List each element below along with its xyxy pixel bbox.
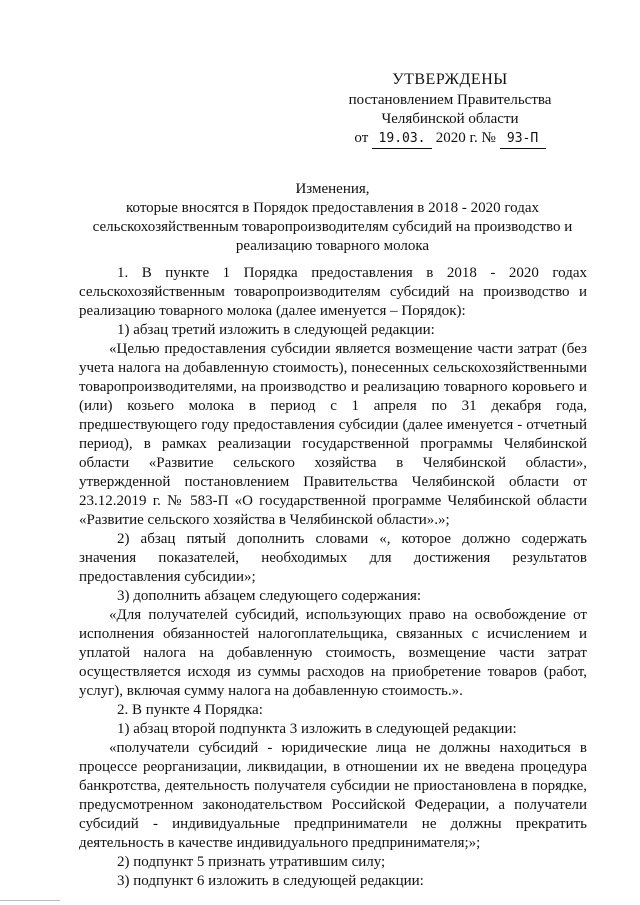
heading-line-1: Изменения,: [295, 181, 370, 197]
paragraph: 3) дополнить абзацем следующего содержания:: [117, 588, 422, 604]
document-body: [79, 264, 587, 891]
paragraph: 2) подпункт 5 признать утратившим силу;: [117, 854, 386, 870]
paragraph: 2. В пункте 4 Порядка:: [117, 702, 263, 718]
footer-rule: [0, 900, 60, 901]
paragraph: «получатели субсидий - юридические лица не должны находиться в процессе реорганизации, ликвидации, в отношении их не введена процедура банкротства, деятельность получателя субсидии не приостановлена в порядке, предусмотренном законодательством Российской Федерации, а получатели субсидий - индивидуальные предприниматели не должны прекратить деятельность в качестве индивидуального предпринимателя;»;: [79, 740, 587, 851]
approval-year: 2020 г. №: [435, 130, 496, 146]
approval-date: 19.03.: [372, 129, 432, 149]
approval-line-1: постановлением Правительства: [348, 92, 552, 108]
paragraph: 1. В пункте 1 Порядка предоставления в 2018 - 2020 годах сельскохозяйственным товаропроизводителям субсидий на производство и реализацию товарного молока (далее именуется – Порядок):: [79, 265, 587, 319]
document-heading: [80, 180, 585, 256]
heading-line-2: которые вносятся в Порядок предоставления в 2018 - 2020 годах: [126, 200, 539, 216]
paragraph: 1) абзац второй подпункта 3 изложить в следующей редакции:: [117, 721, 517, 737]
paragraph: «Целью предоставления субсидии является возмещение части затрат (без учета налога на добавленную стоимость), понесенных сельскохозяйственными товаропроизводителями, на производство и реализацию товарного коровьего и (или) козьего молока в период с 1 апреля по 31 декабря года, предшествующего году предоставления субсидии (далее именуется - отчетный период), в рамках реализации государственной программы Челябинской области «Развитие сельского хозяйства в Челябинской области», утвержденной постановлением Правительства Челябинской области от 23.12.2019 г. № 583-П «О государственной программе Челябинской области «Развитие сельского хозяйства в Челябинской области».»;: [79, 341, 587, 528]
approval-title: УТВЕРЖДЕНЫ: [392, 71, 508, 88]
paragraph: 2) абзац пятый дополнить словами «, которое должно содержать значения показателей, необходимых для достижения результатов предоставления субсидии»;: [79, 531, 587, 585]
paragraph: 1) абзац третий изложить в следующей редакции:: [117, 322, 435, 338]
paragraph: «Для получателей субсидий, использующих право на освобождение от исполнения обязанностей налогоплательщика, связанных с исчислением и уплатой налога на добавленную стоимость, возмещение части затрат осуществляется исходя из суммы расходов на приобретение товаров (работ, услуг), включая сумму налога на добавленную стоимость.».: [79, 607, 587, 699]
approval-line-2: Челябинской области: [381, 111, 519, 127]
heading-line-3: сельскохозяйственным товаропроизводителям субсидий на производство и: [92, 219, 573, 235]
approval-block: [340, 70, 560, 149]
approval-number: 93-П: [500, 129, 546, 149]
approval-from: от: [354, 130, 369, 146]
heading-line-4: реализацию товарного молока: [235, 238, 430, 254]
paragraph: 3) подпункт 6 изложить в следующей редакции:: [117, 873, 424, 889]
approval-date-line: [340, 129, 560, 149]
